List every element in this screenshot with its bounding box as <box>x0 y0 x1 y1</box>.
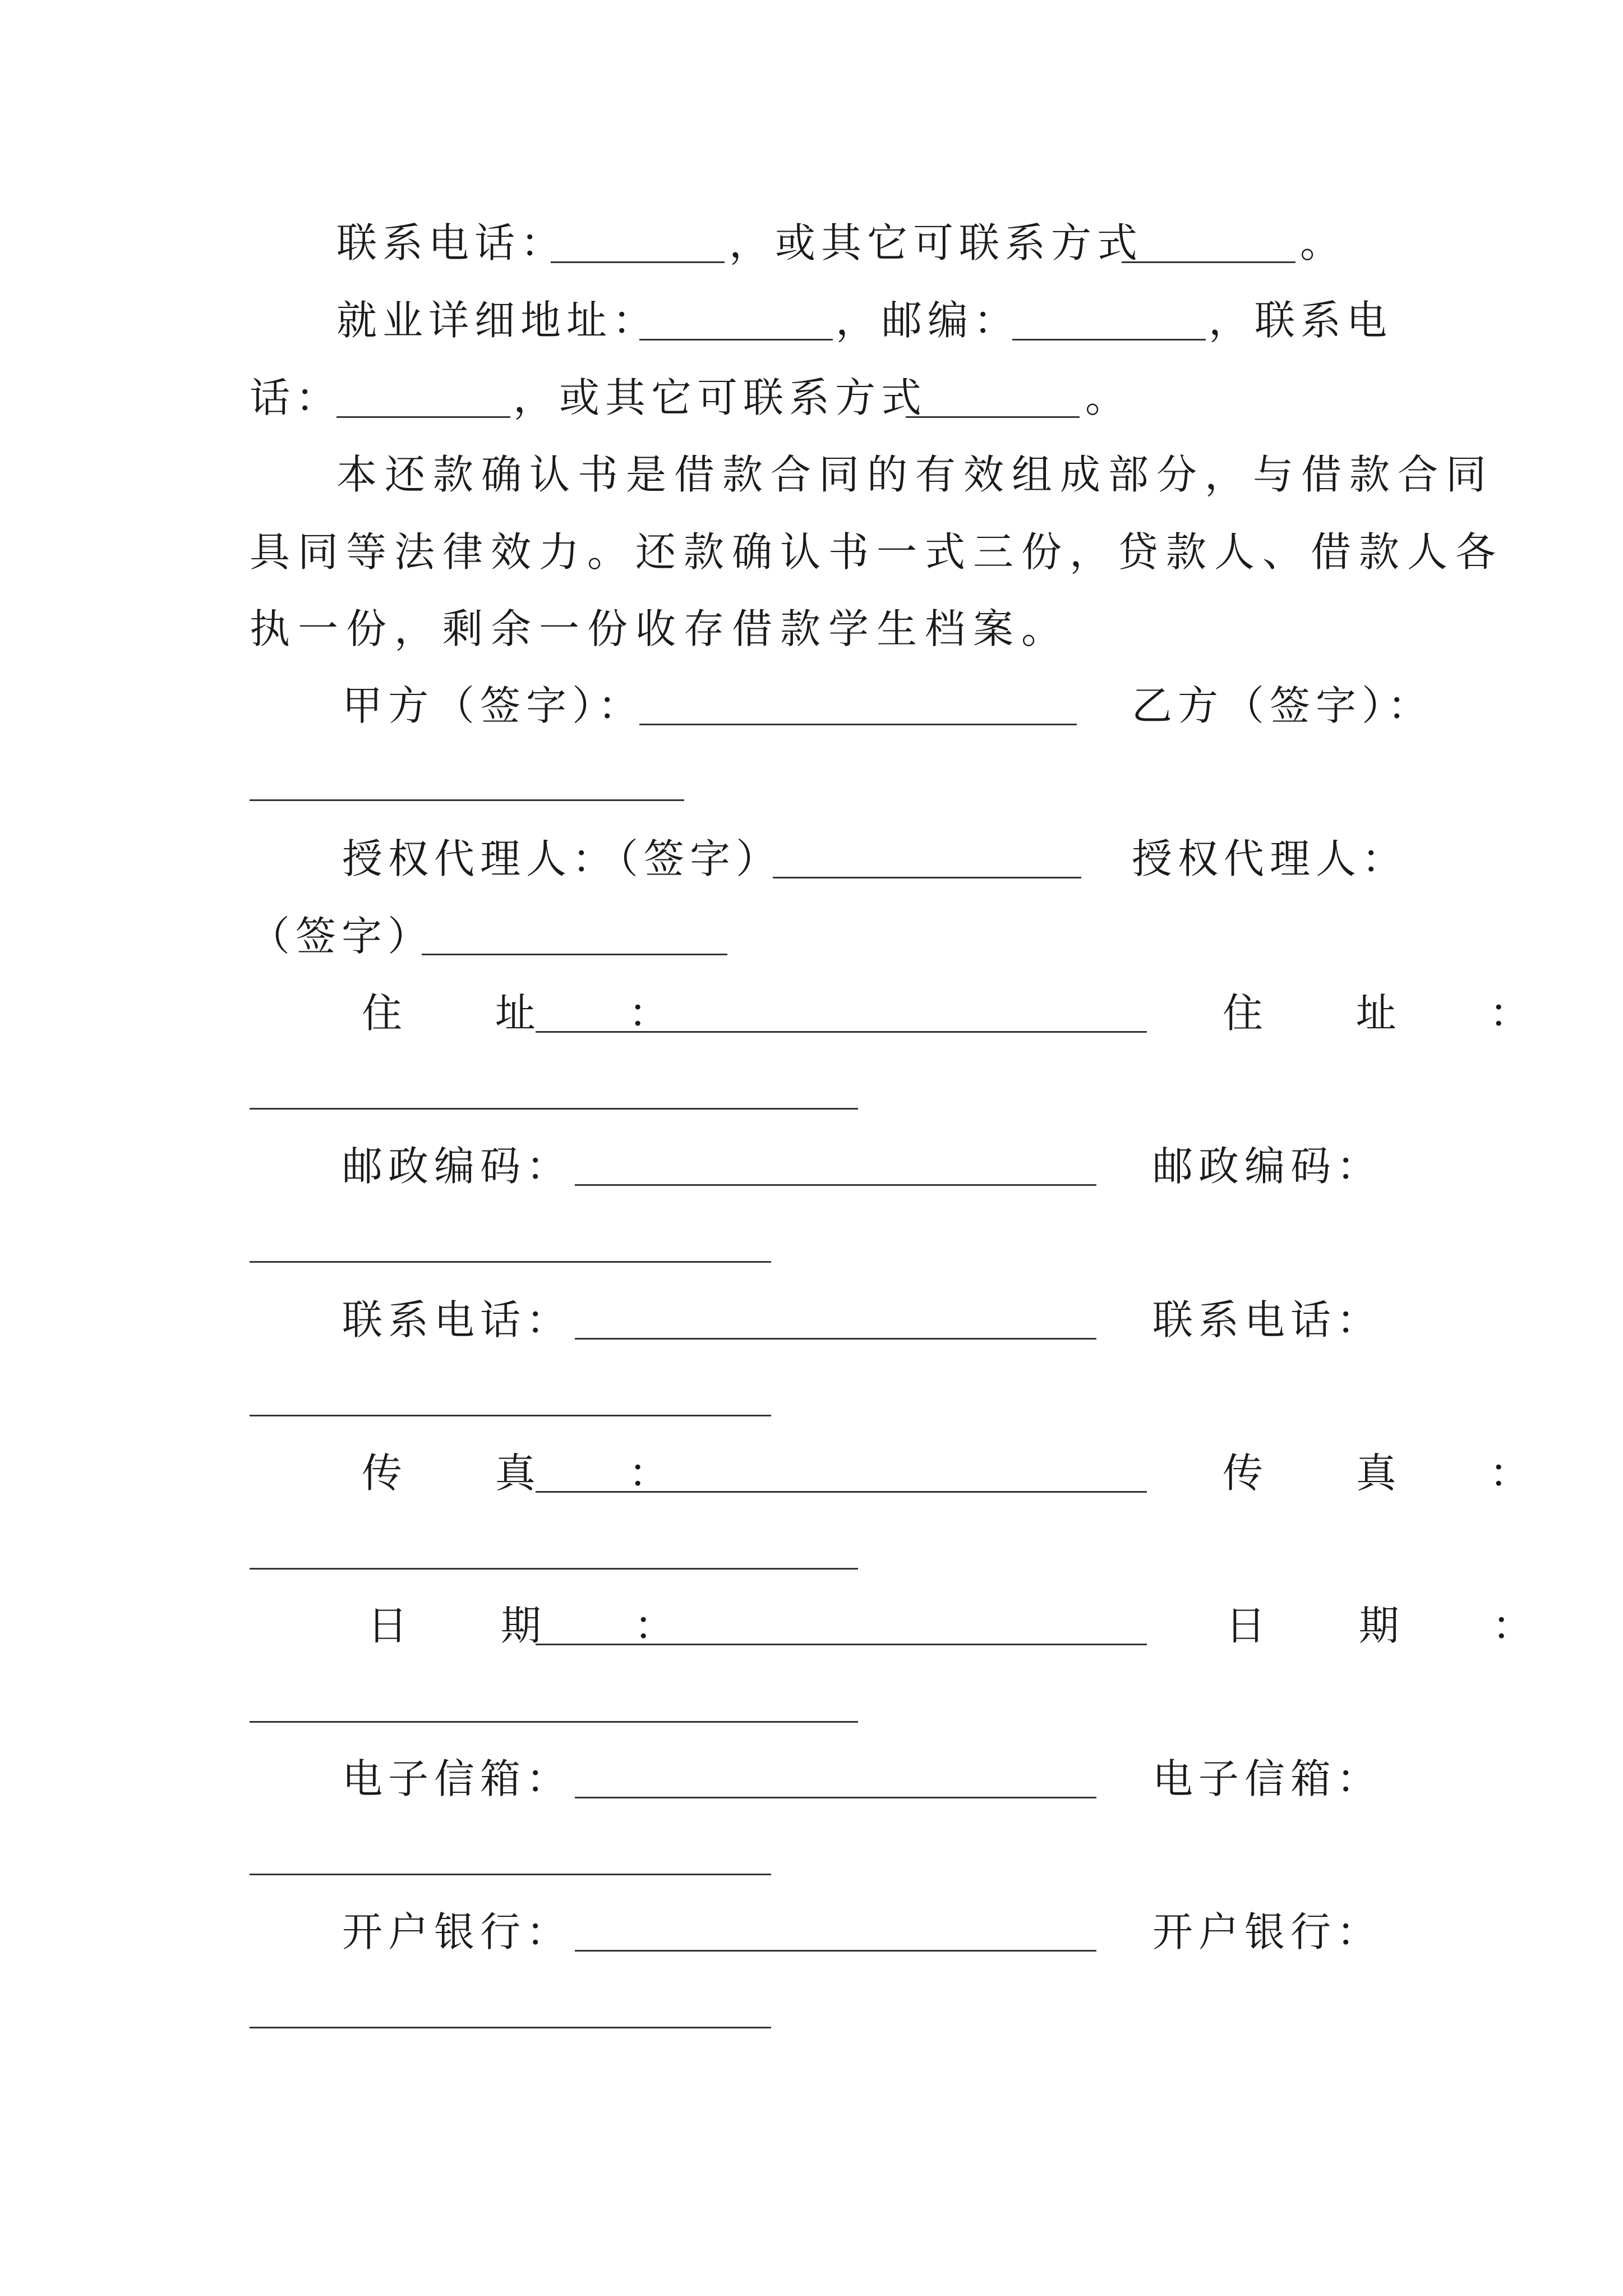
phone-a-blank[interactable] <box>575 1338 1096 1340</box>
fax-b-label: 传 真 ： <box>1223 1450 1552 1497</box>
agent-a-label: 授权代理人：（签字） <box>342 835 782 882</box>
statement-line-1: 本还款确认书是借款合同的有效组成部分，与借款合同 <box>336 451 1495 498</box>
employment-phone-label: ，联系电 <box>1209 297 1393 344</box>
employment-phone-label-cont: 话： <box>250 374 342 421</box>
fax-a-blank[interactable] <box>536 1491 1147 1493</box>
party-a-signature-label: 甲方（签字）： <box>342 682 644 729</box>
contact-phone-label: 联系电话： <box>336 219 567 266</box>
email-a-blank[interactable] <box>575 1797 1096 1798</box>
employment-address-blank[interactable] <box>639 339 833 341</box>
bank-b-label: 开户银行： <box>1152 1908 1383 1955</box>
postcode-a-label: 邮政编码： <box>342 1143 573 1190</box>
contact-phone-blank[interactable] <box>551 261 725 263</box>
address-b-blank[interactable] <box>250 1108 858 1110</box>
party-b-signature-label: 乙方（签字）： <box>1132 682 1434 729</box>
bank-a-label: 开户银行： <box>342 1908 573 1955</box>
employment-alt-label: ，或其它可联系方式 <box>513 374 928 421</box>
postcode-b-blank[interactable] <box>250 1261 771 1263</box>
email-b-blank[interactable] <box>250 1874 771 1875</box>
date-b-label: 日 期 ： <box>1225 1602 1555 1649</box>
agent-b-label-cont: （签字） <box>250 913 434 960</box>
date-a-blank[interactable] <box>536 1644 1147 1645</box>
employment-postcode-blank[interactable] <box>1012 339 1206 341</box>
agent-b-label: 授权代理人： <box>1132 835 1408 882</box>
party-a-signature-blank[interactable] <box>639 724 1077 725</box>
employment-end: 。 <box>1085 374 1132 421</box>
address-b-label: 住 址 ： <box>1223 990 1552 1037</box>
contact-alt-blank[interactable] <box>1122 261 1295 263</box>
fax-b-blank[interactable] <box>250 1568 858 1570</box>
employment-postcode-label: ，邮编： <box>836 297 1020 344</box>
agent-a-blank[interactable] <box>773 877 1081 878</box>
contact-end: 。 <box>1300 219 1347 266</box>
statement-line-2: 具同等法律效力。还款确认书一式三份，贷款人、借款人各 <box>250 528 1504 576</box>
phone-b-label: 联系电话： <box>1152 1296 1383 1343</box>
address-a-label: 住 址 ： <box>362 990 691 1037</box>
statement-line-3: 执一份，剩余一份收存借款学生档案。 <box>250 605 1070 652</box>
bank-b-blank[interactable] <box>250 2027 771 2028</box>
fax-a-label: 传 真 ： <box>362 1450 691 1497</box>
postcode-b-label: 邮政编码： <box>1152 1143 1383 1190</box>
employment-phone-blank[interactable] <box>336 416 510 418</box>
email-a-label: 电子信箱： <box>342 1755 573 1802</box>
phone-b-blank[interactable] <box>250 1415 771 1416</box>
employment-address-label: 就业详细地址： <box>336 297 659 344</box>
bank-a-blank[interactable] <box>575 1950 1096 1952</box>
email-b-label: 电子信箱： <box>1152 1755 1383 1802</box>
date-a-label: 日 期 ： <box>367 1602 697 1649</box>
postcode-a-blank[interactable] <box>575 1184 1096 1186</box>
agent-b-blank[interactable] <box>422 954 727 955</box>
party-b-signature-blank[interactable] <box>250 799 684 801</box>
employment-alt-blank[interactable] <box>906 416 1080 418</box>
contact-alt-label: ，或其它可联系方式 <box>729 219 1144 266</box>
phone-a-label: 联系电话： <box>342 1296 573 1343</box>
address-a-blank[interactable] <box>536 1031 1147 1033</box>
date-b-blank[interactable] <box>250 1721 858 1723</box>
